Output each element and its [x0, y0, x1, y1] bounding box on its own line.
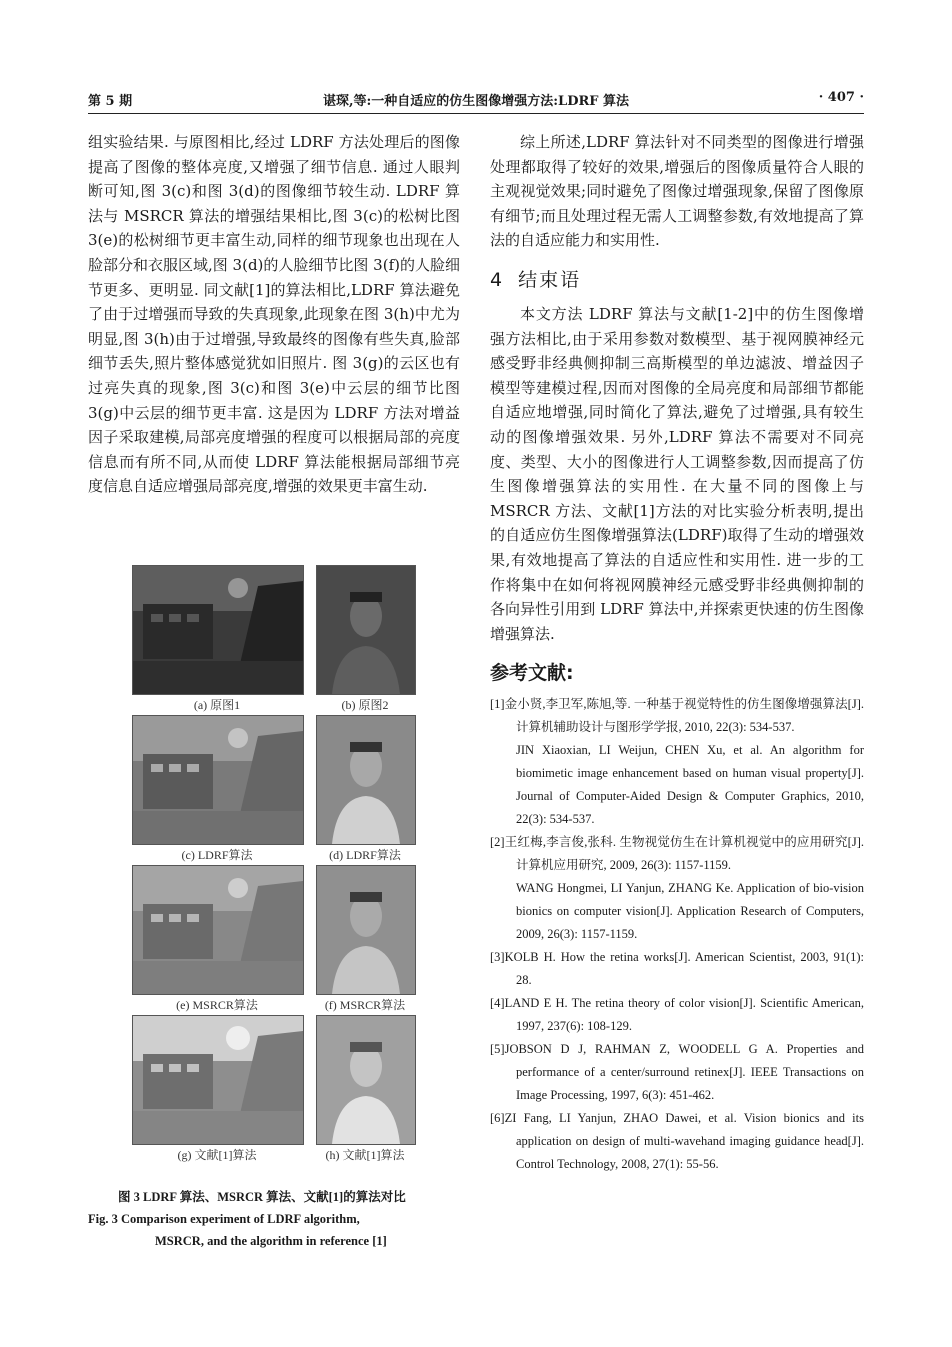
reference-item: [3]KOLB H. How the retina works[J]. American Scientist, 2003, 91(1): 28.: [490, 950, 864, 988]
reference-item: [4]LAND E H. The retina theory of color vision[J]. Scientific American, 1997, 237(6): 108-129.: [490, 996, 864, 1034]
figure-row: [88, 865, 460, 1015]
figure-row: [88, 565, 460, 715]
reference-item: [5]JOBSON D J, RAHMAN Z, WOODELL G A. Properties and performance of a center/surround retinex[J]. IEEE Transactions on Image Processing, 1997, 6(3): 451-462.: [490, 1042, 864, 1103]
figure-caption-g: (g) 文献[1]算法: [177, 1148, 257, 1162]
reference-item-translation: WANG Hongmei, LI Yanjun, ZHANG Ke. Application of bio-vision bionics on computer vision[J]. Application Research of Computers, 2009, 26(3): 1157-1159.: [516, 881, 864, 942]
photo-face-ldrf: [316, 715, 416, 845]
section-heading: [490, 265, 864, 292]
photo-building-original: [132, 565, 304, 695]
figure-caption-b: (b) 原图2: [341, 698, 389, 712]
reference-item: [1]金小贤,李卫军,陈旭,等. 一种基于视觉特性的仿生图像增强算法[J]. 计算机辅助设计与图形学学报, 2010, 22(3): 534-537.: [490, 697, 864, 735]
section-number: 4: [490, 268, 505, 291]
right-column: [490, 130, 864, 1176]
figure-caption-h: (h) 文献[1]算法: [325, 1148, 405, 1162]
figure-caption-a: (a) 原图1: [193, 698, 241, 712]
summary-paragraph: 综上所述,LDRF 算法针对不同类型的图像进行增强处理都取得了较好的效果,增强后的图像质量符合人眼的主观视觉效果;同时避免了图像过增强现象,保留了图像原有细节;而且处理过程无需人工调整参数,有效地提高了算法的自适应能力和实用性.: [490, 133, 864, 250]
photo-face-original: [316, 565, 416, 695]
figure-3: [88, 565, 460, 1165]
reference-item-translation: JIN Xiaoxian, LI Weijun, CHEN Xu, et al. An algorithm for biomimetic image enhancement based on human visual property[J]. Journal of Computer-Aided Design & Computer Graphics, 2010, 22(3): 534-537.: [516, 743, 864, 827]
photo-face-ref1: [316, 1015, 416, 1145]
running-title: 谌琛,等:一种自适应的仿生图像增强方法:LDRF 算法: [322, 94, 630, 109]
photo-building-ldrf: [132, 715, 304, 845]
figure-row: [88, 715, 460, 865]
figure-caption-e: (e) MSRCR算法: [176, 998, 258, 1012]
photo-building-msrcr: [132, 865, 304, 995]
figure-caption-chinese: 图 3 LDRF 算法、MSRCR 算法、文献[1]的算法对比: [118, 1190, 406, 1204]
photo-face-msrcr: [316, 865, 416, 995]
running-header: [88, 90, 864, 114]
reference-item: [2]王红梅,李言俊,张科. 生物视觉仿生在计算机视觉中的应用研究[J]. 计算机应用研究, 2009, 26(3): 1157-1159.: [490, 835, 864, 873]
left-column: [88, 130, 460, 499]
figure-caption-f: (f) MSRCR算法: [324, 998, 406, 1012]
references-heading: 参考文献:: [490, 662, 574, 685]
figure-caption-english-line2: MSRCR, and the algorithm in reference [1]: [155, 1234, 387, 1248]
figure-caption-english-line1: Fig. 3 Comparison experiment of LDRF algorithm,: [88, 1212, 360, 1226]
header-rule: [88, 113, 864, 114]
photo-building-ref1: [132, 1015, 304, 1145]
body-paragraph: 组实验结果. 与原图相比,经过 LDRF 方法处理后的图像提高了图像的整体亮度,又增强了细节信息. 通过人眼判断可知,图 3(c)和图 3(d)的图像细节较生动. LDRF 算法与 MSRCR 算法的增强结果相比,图 3(c)的松树比图 3(e)的松树细节更丰富生动,同样的细节现象也出现在人脸部分和衣服区域,图 3(d)的人脸细节比图 3(f)的人脸细节更多、更明显. 同文献[1]的算法相比,LDRF 算法避免了由于过增强而导致的失真现象,此现象在图 3(h)中尤为明显,图 3(h)由于过增强,导致最终的图像有些失真,脸部细节丢失,照片整体感觉犹如旧照片. 图 3(g)的云区也有过亮失真的现象,图 3(c)和图 3(e)中云层的细节比图 3(g)中云层的细节更丰富. 这是因为 LDRF 方法对增益因子采取建模,局部亮度增强的程度可以根据局部的亮度信息而有所不同,从而使 LDRF 算法能根据局部细节亮度信息自适应增强局部亮度,增强的效果更丰富生动.: [88, 133, 460, 496]
reference-item: [6]ZI Fang, LI Yanjun, ZHAO Dawei, et al. Vision bionics and its application on design of multi-wavehand imaging guidance head[J]. Control Technology, 2008, 27(1): 55-56.: [490, 1111, 864, 1172]
figure-caption: [88, 1186, 460, 1252]
conclusion-paragraph: 本文方法 LDRF 算法与文献[1-2]中的仿生图像增强方法相比,由于采用参数对数模型、基于视网膜神经元感受野非经典侧抑制三高斯模型的单边滤波、增益因子模型等建模过程,因而对图像的全局亮度和局部细节都能自适应地增强,同时简化了算法,避免了过增强,具有较生动的图像增强效果. 另外,LDRF 算法不需要对不同亮度、类型、大小的图像进行人工调整参数,因而提高了仿生图像增强算法的实用性. 在大量不同的图像上与 MSRCR 方法、文献[1]方法的对比实验分析表明,提出的自适应仿生图像增强算法(LDRF)取得了生动的增强效果,有效地提高了算法的自适应性和实用性. 进一步的工作将集中在如何将视网膜神经元感受野非经典侧抑制的各向异性引用到 LDRF 算法中,并探索更快速的仿生图像增强算法.: [490, 304, 864, 643]
figure-row: [88, 1015, 460, 1165]
page-number: · 407 ·: [818, 90, 864, 105]
figure-caption-d: (d) LDRF算法: [329, 848, 401, 862]
section-title: 结束语: [518, 268, 582, 291]
figure-caption-c: (c) LDRF算法: [181, 848, 253, 862]
issue-number: 第 5 期: [88, 94, 133, 109]
